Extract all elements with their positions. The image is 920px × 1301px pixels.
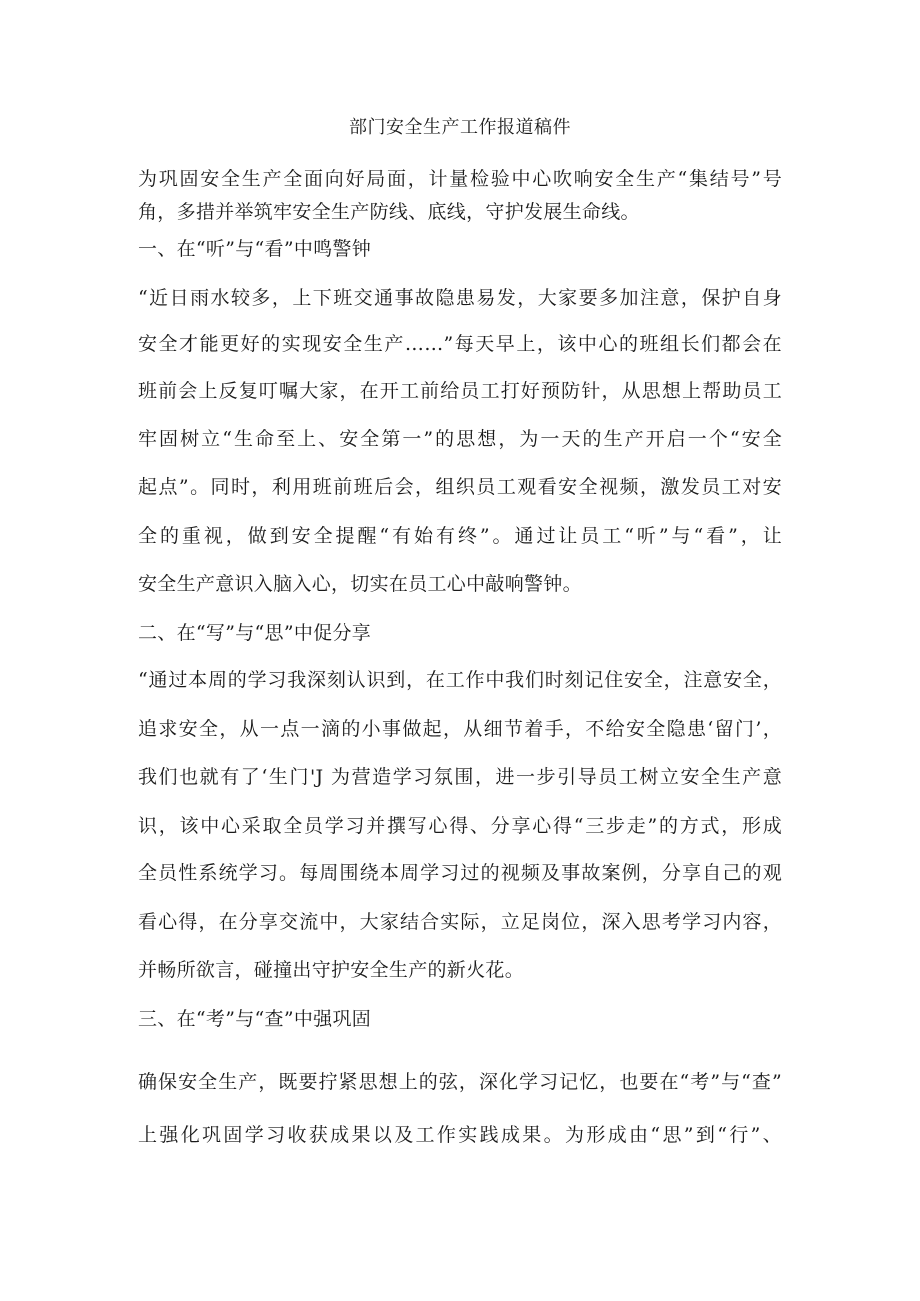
- text-line: 班前会上反复叮嘱大家，在开工前给员工打好预防针，从思想上帮助员工: [138, 380, 782, 402]
- text-line: “通过本周的学习我深刻认识到，在工作中我们时刻记住安全，注意安全，: [138, 669, 782, 691]
- text-line: 起点”。同时，利用班前班后会，组织员工观看安全视频，激发员工对安: [138, 476, 782, 498]
- text-line: 牢固树立“生命至上、安全第一”的思想，为一天的生产开启一个“安全: [138, 428, 782, 450]
- text-line: 安全生产意识入脑入心，切实在员工心中敲响警钟。: [138, 573, 582, 595]
- text-line: 确保安全生产，既要拧紧思想上的弦，深化学习记忆，也要在“考”与“查”: [138, 1071, 782, 1093]
- text-line: 我们也就有了‘生门'J 为营造学习氛围，进一步引导员工树立安全生产意: [138, 766, 782, 788]
- text-line: 识，该中心采取全员学习并撰写心得、分享心得“三步走”的方式，形成: [138, 815, 782, 837]
- text-line: 看心得，在分享交流中，大家结合实际，立足岗位，深入思考学习内容，: [138, 911, 782, 933]
- text-line: 为巩固安全生产全面向好局面，计量检验中心吹响安全生产“集结号”号: [138, 168, 782, 190]
- text-line: 全员性系统学习。每周围绕本周学习过的视频及事故案例，分享自己的观: [138, 862, 782, 884]
- text-line: 并畅所欲言，碰撞出守护安全生产的新火花。: [138, 959, 525, 981]
- section-heading: 二、在“写”与“思”中促分享: [138, 622, 372, 644]
- text-line: 上强化巩固学习收获成果以及工作实践成果。为形成由“思”到“行”、: [138, 1124, 782, 1146]
- text-line: 角，多措并举筑牢安全生产防线、底线，守护发展生命线。: [138, 201, 640, 223]
- section-heading: 一、在“听”与“看”中鸣警钟: [138, 238, 372, 260]
- text-line: “近日雨水较多，上下班交通事故隐患易发，大家要多加注意，保护自身: [138, 287, 782, 309]
- text-line: 追求安全，从一点一滴的小事做起，从细节着手，不给安全隐患‘留门’，: [138, 718, 782, 740]
- text-line: 全的重视，做到安全提醒“有始有终”。通过让员工“听”与“看”，让: [138, 525, 782, 547]
- document-title: 部门安全生产工作报道稿件: [349, 117, 571, 138]
- section-heading: 三、在“考”与“查”中强巩固: [138, 1008, 372, 1030]
- text-line: 安全才能更好的实现安全生产……”每天早上，该中心的班组长们都会在: [138, 333, 782, 355]
